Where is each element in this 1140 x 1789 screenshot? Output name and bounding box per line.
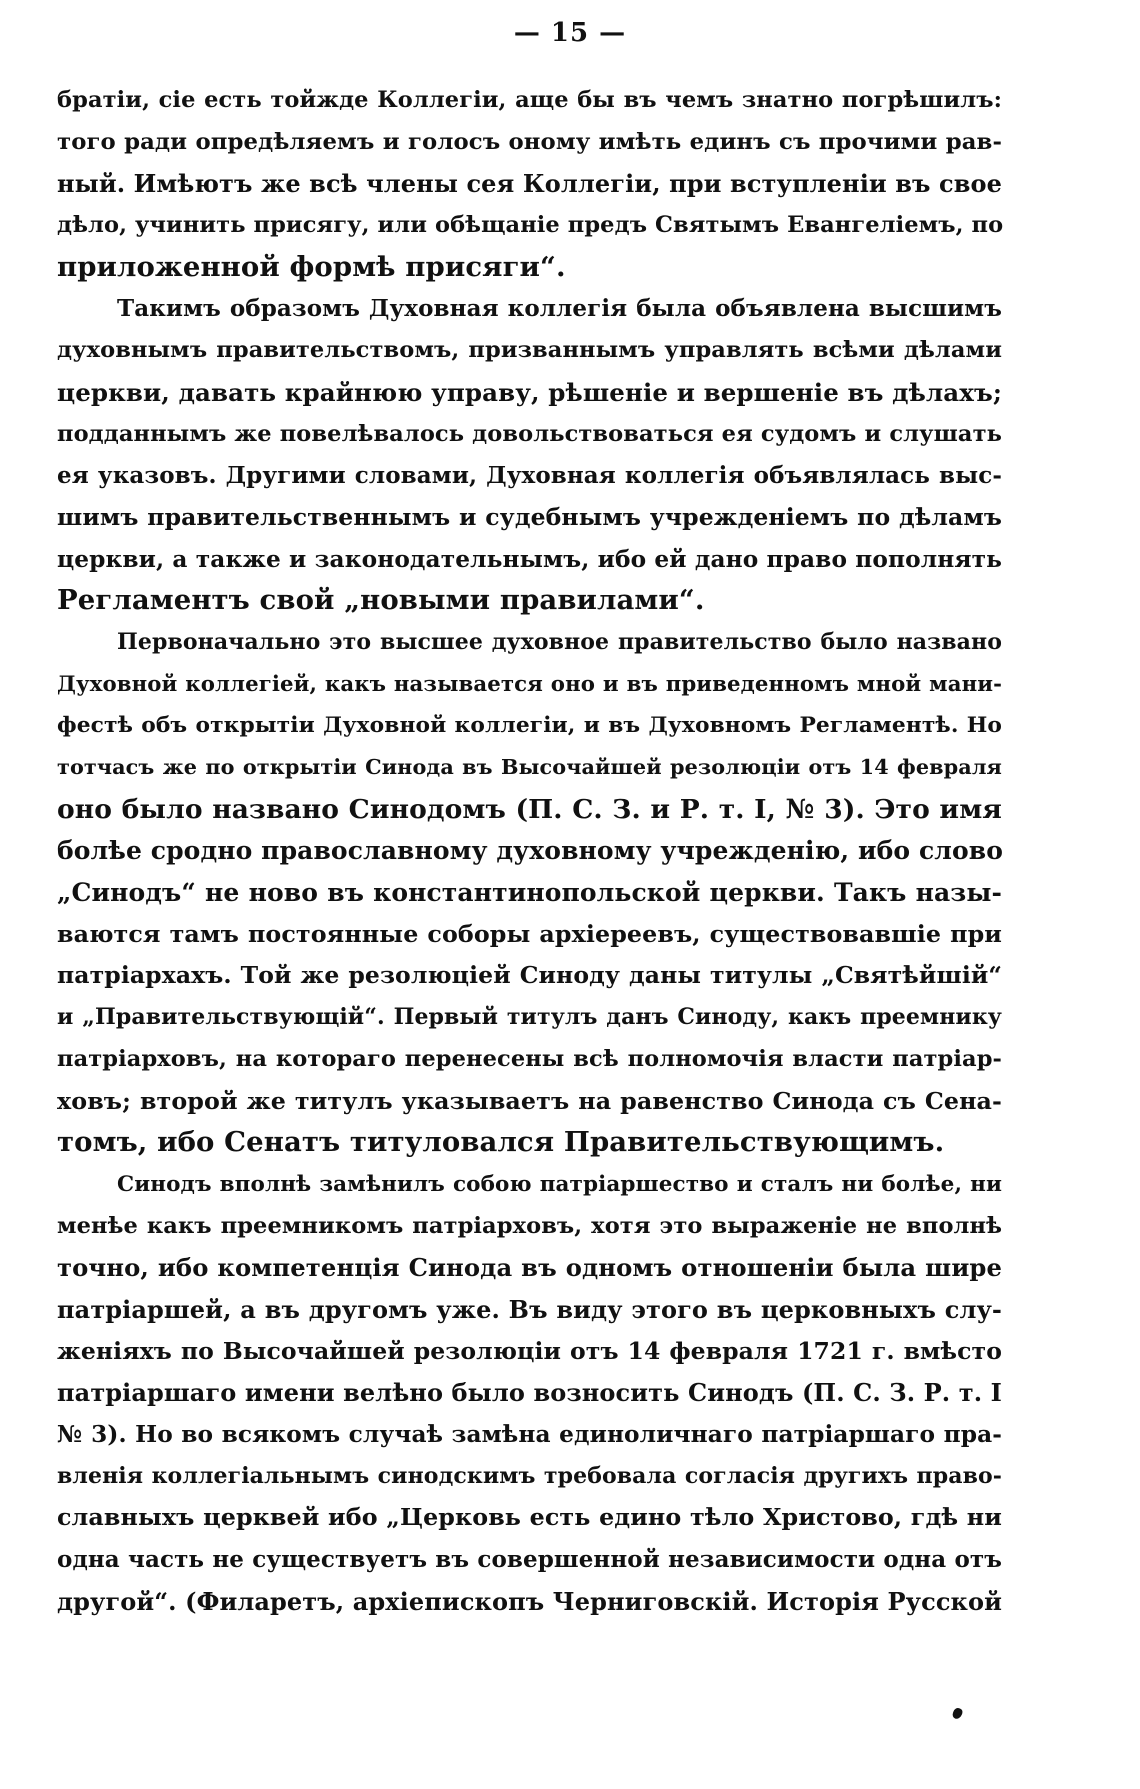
- paragraph-4: [57, 1164, 1002, 1623]
- text-line: патріарховъ, на котораго перенесены всѣ полномочія власти патріар-: [57, 1045, 1002, 1072]
- text-line: духовнымъ правительствомъ, призваннымъ управлять всѣми дѣлами: [57, 337, 1002, 364]
- text-line: подданнымъ же повелѣвалось довольствоваться ея судомъ и слушать: [57, 420, 1002, 447]
- text-line: ховъ; второй же титулъ указываетъ на равенство Синода съ Сена-: [57, 1086, 1002, 1115]
- text-line: и „Правительствующій“. Первый титулъ данъ Синоду, какъ преемнику: [57, 1004, 1002, 1031]
- text-line: менѣе какъ преемникомъ патріарховъ, хотя это выраженіе не вполнѣ: [57, 1212, 1002, 1239]
- text-line: точно, ибо компетенція Синода въ одномъ отношеніи была шире: [57, 1253, 1002, 1283]
- text-line: одна часть не существуетъ въ совершенной независимости одна отъ: [57, 1546, 1002, 1574]
- text-line: приложенной формѣ присяги“.: [57, 250, 566, 283]
- text-line: томъ, ибо Сенатъ титуловался Правительствующимъ.: [57, 1126, 945, 1159]
- text-line: церкви, а также и законодательнымъ, ибо ей дано право пополнять: [57, 545, 1002, 573]
- text-line: ный. Имѣютъ же всѣ члены сея Коллегіи, при вступленіи въ свое: [57, 169, 1002, 199]
- text-line: патріаршей, а въ другомъ уже. Въ виду этого въ церковныхъ слу-: [57, 1294, 1002, 1324]
- text-line: ваются тамъ постоянные соборы архіереевъ, существовавшіе при: [57, 919, 1002, 948]
- text-line: патріаршаго имени велѣно было возносить Синодъ (П. С. З. Р. т. I: [57, 1378, 1002, 1408]
- text-line: женіяхъ по Высочайшей резолюціи отъ 14 февраля 1721 г. вмѣсто: [57, 1336, 1002, 1365]
- text-line: фестѣ объ открытіи Духовной коллегіи, и въ Духовномъ Регламентѣ. Но: [57, 713, 1002, 739]
- text-line: шимъ правительственнымъ и судебнымъ учрежденіемъ по дѣламъ: [57, 502, 1002, 531]
- text-line: вленія коллегіальнымъ синодскимъ требовала согласія другихъ право-: [57, 1462, 1002, 1489]
- text-line: Духовной коллегіей, какъ называется оно и въ приведенномъ мной мани-: [57, 671, 1002, 697]
- page-number: — 15 —: [513, 18, 627, 48]
- text-line: того ради опредѣляемъ и голосъ оному имѣть единъ съ прочими рав-: [57, 128, 1002, 155]
- text-line: братіи, сіе есть тойжде Коллегіи, аще бы въ чемъ знатно погрѣшилъ:: [57, 87, 1002, 113]
- text-line: оно было названо Синодомъ (П. С. З. и Р. т. I, № 3). Это имя: [57, 793, 1002, 825]
- paragraph-2: [57, 288, 1002, 622]
- text-line: патріархахъ. Той же резолюціей Синоду даны титулы „Святѣйшій“: [57, 961, 1002, 990]
- text-line: болѣе сродно православному духовному учрежденію, ибо слово: [57, 836, 1004, 866]
- text-line: Регламентъ свой „новыми правилами“.: [57, 584, 705, 617]
- text-line: тотчасъ же по открытіи Синода въ Высочайшей резолюціи отъ 14 февраля: [57, 755, 1002, 779]
- text-line: славныхъ церквей ибо „Церковь есть едино тѣло Христово, гдѣ ни: [57, 1503, 1002, 1532]
- text-line: Такимъ образомъ Духовная коллегія была объявлена высшимъ: [117, 295, 1002, 323]
- text-line: „Синодъ“ не ново въ константинопольской церкви. Такъ назы-: [57, 878, 1002, 908]
- text-line: Первоначально это высшее духовное правительство было названо: [117, 628, 1002, 655]
- paragraph-3: [57, 622, 1002, 1164]
- paragraph-1: [57, 80, 1002, 288]
- text-line: Синодъ вполнѣ замѣнилъ собою патріаршество и сталъ ни болѣе, ни: [117, 1171, 1002, 1197]
- text-line: № 3). Но во всякомъ случаѣ замѣна единоличнаго патріаршаго пра-: [57, 1421, 1002, 1448]
- body-text: [57, 80, 1002, 1622]
- text-line: ея указовъ. Другими словами, Духовная коллегія объявлялась выс-: [57, 462, 1002, 490]
- text-line: дѣло, учинить присягу, или обѣщаніе предъ Святымъ Евангеліемъ, по: [57, 212, 1004, 239]
- ink-speck: [951, 1707, 963, 1720]
- text-line: церкви, давать крайнюю управу, рѣшеніе и вершеніе въ дѣлахъ;: [57, 377, 1003, 407]
- text-line: другой“. (Филаретъ, архіепископъ Черниговскій. Исторія Русской: [57, 1586, 1002, 1616]
